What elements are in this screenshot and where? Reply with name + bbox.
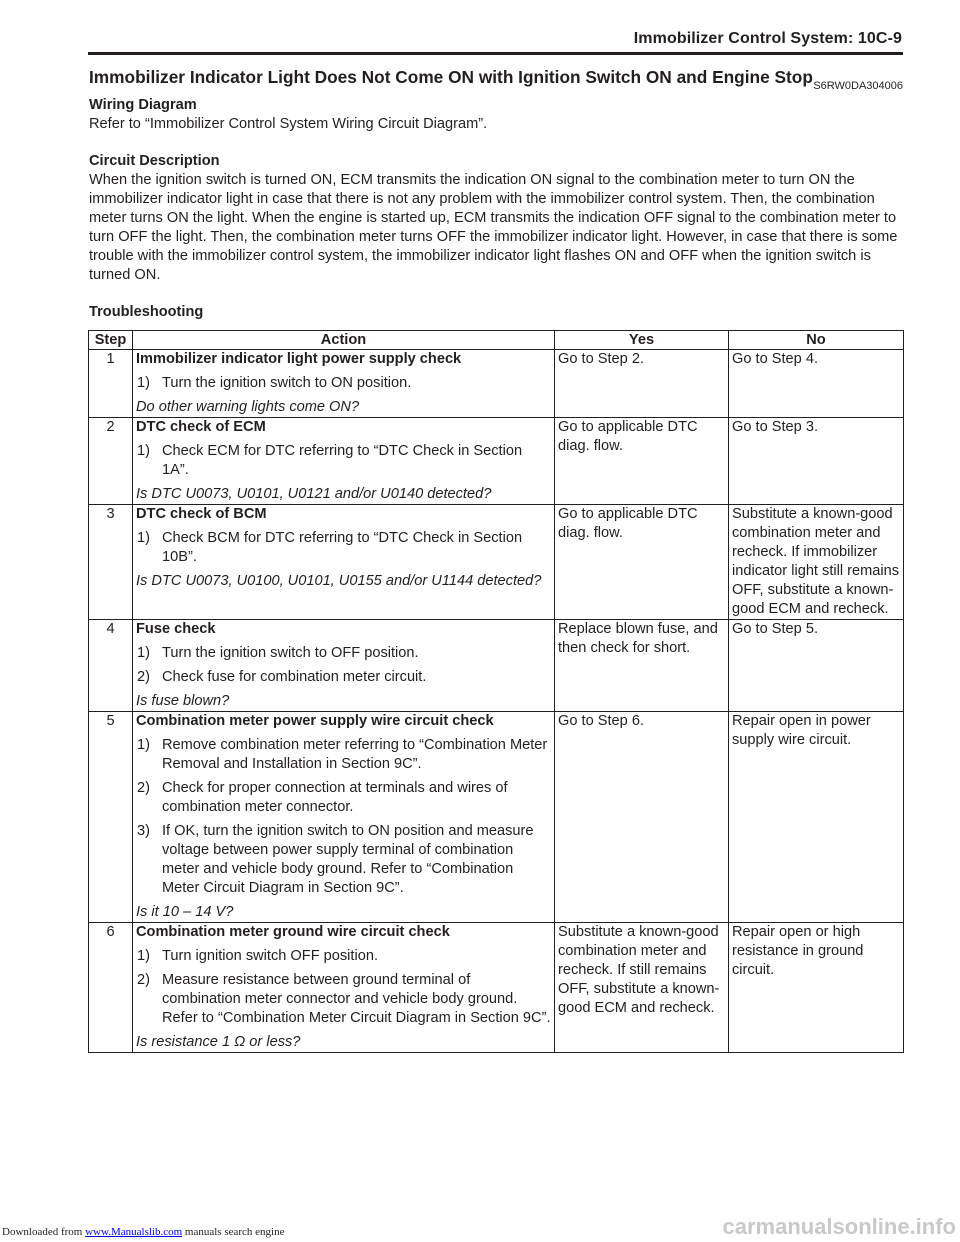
table-row	[89, 505, 904, 620]
check-title: Fuse check	[136, 621, 216, 637]
action-cell	[133, 620, 555, 712]
check-question: Do other warning lights come ON?	[136, 399, 360, 415]
wiring-text: Refer to “Immobilizer Control System Wiring Circuit Diagram”.	[89, 116, 488, 132]
footer-suffix: manuals search engine	[182, 1226, 285, 1238]
table-header-row	[89, 331, 904, 350]
check-question: Is it 10 – 14 V?	[136, 904, 234, 920]
footer-watermark: carmanualsonline.info	[722, 1214, 956, 1239]
troubleshooting-table	[88, 330, 904, 1053]
action-substep	[136, 644, 551, 663]
col-no: No	[729, 331, 904, 350]
step-number: 6	[89, 923, 133, 1053]
no-result: Repair open or high resistance in ground circuit.	[729, 923, 904, 1053]
table-row	[89, 350, 904, 418]
content	[89, 96, 904, 322]
substep-number: 1)	[137, 948, 150, 964]
step-number: 1	[89, 350, 133, 418]
footer-prefix: Downloaded from	[2, 1226, 86, 1238]
circuit-text: When the ignition switch is turned ON, ECM transmits the indication ON signal to the combination meter to turn ON the immobilizer indicator light in case that there is not any problem with the immobilizer control system. Then, the combination meter turns ON the light. When the engine is started up, ECM transmits the indication OFF signal to the combination meter to turn OFF the light. Then, the combination meter turns OFF the immobilizer indicator light. However, in case that there is some trouble with the immobilizer control system, the immobilizer indicator light flashes ON and OFF when the ignition switch is turned ON.	[89, 172, 898, 283]
yes-result: Go to applicable DTC diag. flow.	[555, 505, 729, 620]
action-substep	[136, 374, 551, 393]
substep-number: 1)	[137, 737, 150, 753]
wiring-heading: Wiring Diagram	[89, 97, 197, 113]
action-substep	[136, 529, 551, 567]
step-number: 5	[89, 712, 133, 923]
no-result: Go to Step 5.	[729, 620, 904, 712]
substep-number: 1)	[137, 375, 150, 391]
step-number: 3	[89, 505, 133, 620]
action-cell	[133, 350, 555, 418]
section-code: S6RW0DA304006	[813, 80, 903, 92]
no-result: Substitute a known-good combination meter and recheck. If immobilizer indicator light still remains OFF, substitute a known-good ECM and recheck.	[729, 505, 904, 620]
yes-result: Replace blown fuse, and then check for short.	[555, 620, 729, 712]
action-substep	[136, 971, 551, 1028]
table-row	[89, 620, 904, 712]
substep-text: Check BCM for DTC referring to “DTC Check in Section 10B”.	[162, 530, 523, 565]
yes-result: Go to Step 6.	[555, 712, 729, 923]
yes-result: Go to applicable DTC diag. flow.	[555, 418, 729, 505]
col-action: Action	[133, 331, 555, 350]
action-substep	[136, 779, 551, 817]
action-cell	[133, 418, 555, 505]
check-question: Is fuse blown?	[136, 693, 230, 709]
section-title	[89, 67, 903, 92]
check-title: DTC check of ECM	[136, 419, 266, 435]
substep-text: If OK, turn the ignition switch to ON position and measure voltage between power supply terminal of combination meter and vehicle body ground. Refer to “Combination Meter Circuit Diagram in Section 9C”.	[162, 823, 534, 896]
action-cell	[133, 923, 555, 1053]
substep-text: Measure resistance between ground terminal of combination meter connector and vehicle body ground. Refer to “Combination Meter Circuit Diagram in Section 9C”.	[162, 972, 551, 1026]
action-cell	[133, 712, 555, 923]
check-title: Combination meter ground wire circuit check	[136, 924, 450, 940]
substep-text: Turn the ignition switch to OFF position.	[162, 645, 419, 661]
substep-number: 1)	[137, 443, 150, 459]
substep-number: 2)	[137, 972, 150, 988]
substep-number: 2)	[137, 780, 150, 796]
table-row	[89, 923, 904, 1053]
no-result: Repair open in power supply wire circuit.	[729, 712, 904, 923]
action-substep	[136, 947, 551, 966]
action-substep	[136, 668, 551, 687]
no-result: Go to Step 3.	[729, 418, 904, 505]
substep-text: Check fuse for combination meter circuit.	[162, 669, 427, 685]
check-question: Is DTC U0073, U0101, U0121 and/or U0140 detected?	[136, 486, 492, 502]
step-number: 2	[89, 418, 133, 505]
footer-link[interactable]: www.Manualslib.com	[85, 1226, 183, 1238]
substep-text: Turn ignition switch OFF position.	[162, 948, 379, 964]
substep-number: 1)	[137, 645, 150, 661]
step-number: 4	[89, 620, 133, 712]
action-cell	[133, 505, 555, 620]
substep-text: Check ECM for DTC referring to “DTC Check in Section 1A”.	[162, 443, 523, 478]
check-title: Immobilizer indicator light power supply check	[136, 351, 462, 367]
col-step: Step	[89, 331, 133, 350]
action-substep	[136, 442, 551, 480]
substep-number: 1)	[137, 530, 150, 546]
substep-number: 2)	[137, 669, 150, 685]
page-header: Immobilizer Control System: 10C-9	[633, 30, 902, 47]
action-substep	[136, 736, 551, 774]
action-substep	[136, 822, 551, 898]
check-title: DTC check of BCM	[136, 506, 267, 522]
check-question: Is resistance 1 Ω or less?	[136, 1034, 301, 1050]
table-row	[89, 712, 904, 923]
check-title: Combination meter power supply wire circuit check	[136, 713, 494, 729]
header-rule	[88, 52, 903, 55]
substep-number: 3)	[137, 823, 150, 839]
check-question: Is DTC U0073, U0100, U0101, U0155 and/or U1144 detected?	[136, 573, 542, 589]
yes-result: Substitute a known-good combination meter and recheck. If still remains OFF, substitute a known-good ECM and recheck.	[555, 923, 729, 1053]
col-yes: Yes	[555, 331, 729, 350]
substep-text: Turn the ignition switch to ON position.	[162, 375, 412, 391]
no-result: Go to Step 4.	[729, 350, 904, 418]
table-row	[89, 418, 904, 505]
footer-source	[2, 1226, 284, 1238]
yes-result: Go to Step 2.	[555, 350, 729, 418]
circuit-heading: Circuit Description	[89, 153, 220, 169]
troubleshooting-heading: Troubleshooting	[89, 304, 204, 320]
substep-text: Check for proper connection at terminals and wires of combination meter connector.	[162, 780, 508, 815]
substep-text: Remove combination meter referring to “Combination Meter Removal and Installation in Section 9C”.	[162, 737, 548, 772]
section-title-text: Immobilizer Indicator Light Does Not Come ON with Ignition Switch ON and Engine Stop	[89, 67, 813, 87]
